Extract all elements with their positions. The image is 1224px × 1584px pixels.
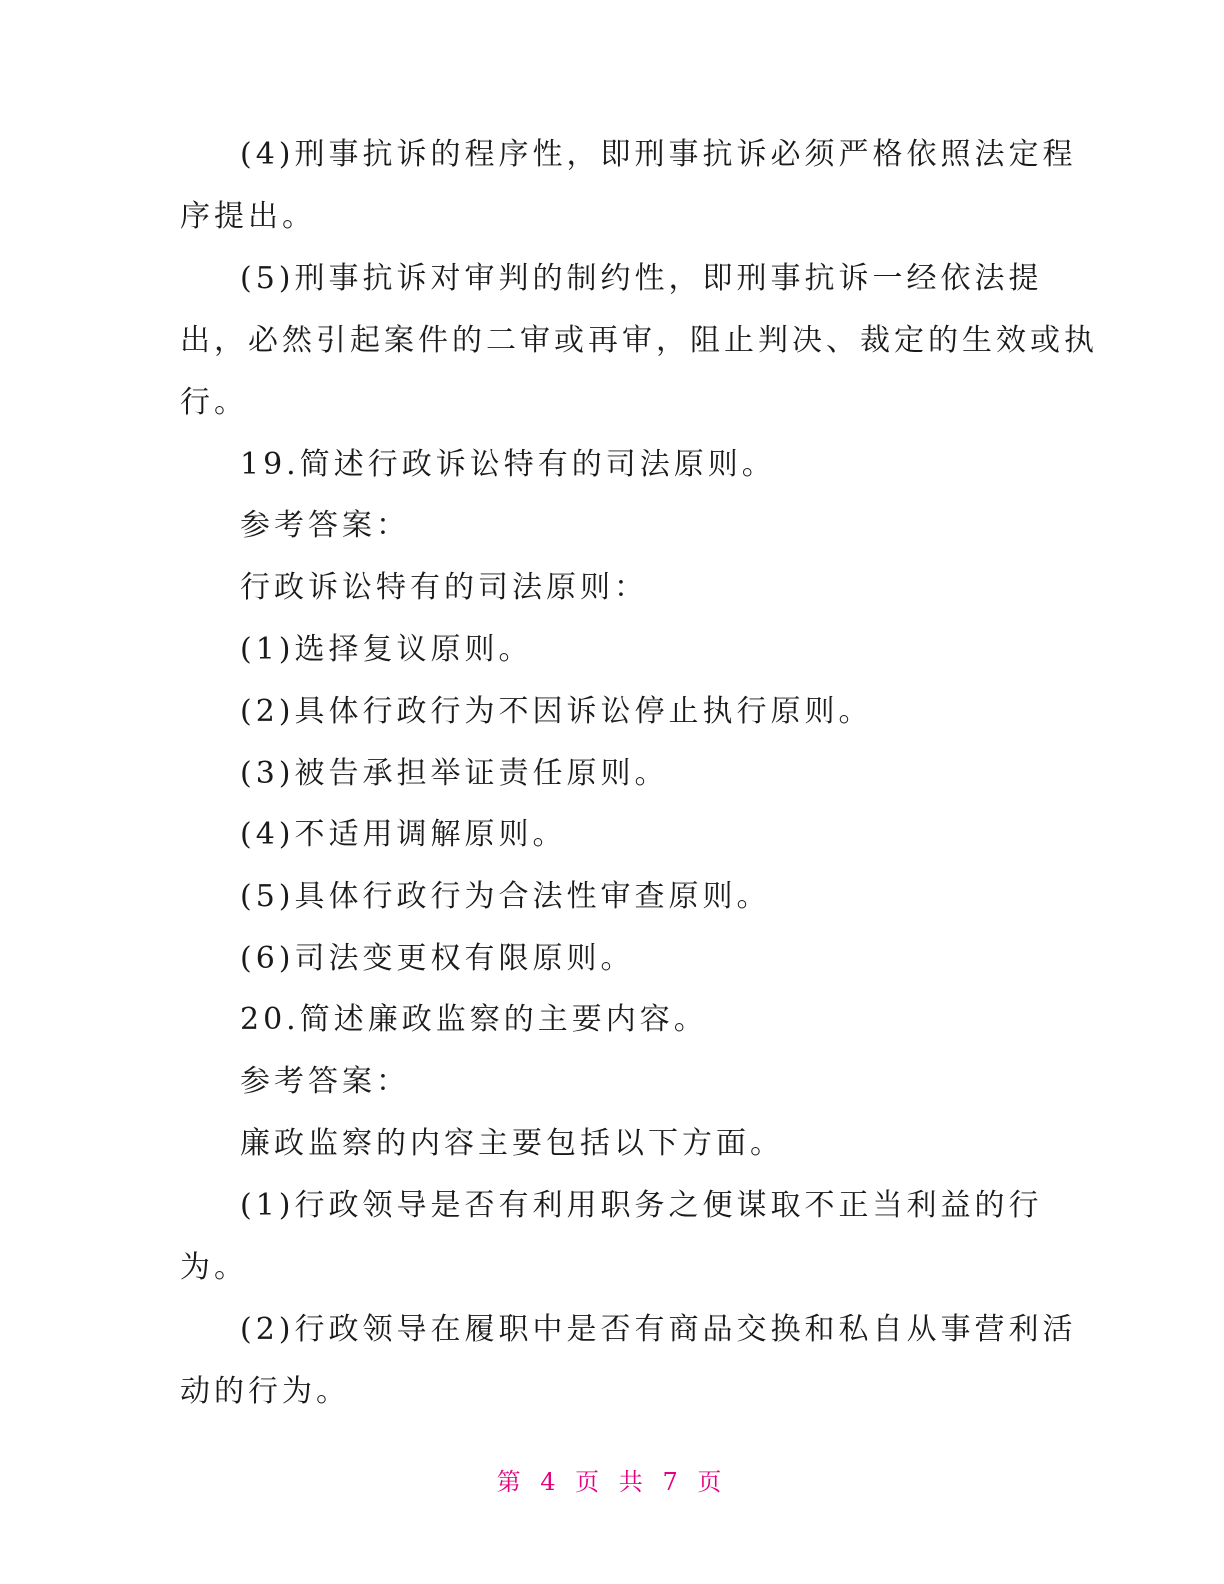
list-item: (4)不适用调解原则。 (240, 817, 567, 852)
paragraph-line: 为。 (180, 1250, 248, 1285)
paragraph-line: 行政诉讼特有的司法原则： (240, 570, 648, 605)
paragraph-line: 动的行为。 (180, 1374, 350, 1409)
paragraph-line: 序提出。 (180, 199, 316, 234)
answer-label: 参考答案： (240, 1064, 410, 1099)
list-item: (2)具体行政行为不因诉讼停止执行原则。 (240, 694, 873, 729)
paragraph-line: (4)刑事抗诉的程序性，即刑事抗诉必须严格依照法定程 (240, 137, 1077, 172)
question-heading: 19.简述行政诉讼特有的司法原则。 (240, 447, 776, 482)
paragraph-line: (5)刑事抗诉对审判的制约性，即刑事抗诉一经依法提 (240, 261, 1043, 296)
answer-label: 参考答案： (240, 508, 410, 543)
list-item: (1)选择复议原则。 (240, 632, 533, 667)
paragraph-line: 行。 (180, 385, 248, 420)
list-item: (5)具体行政行为合法性审查原则。 (240, 879, 771, 914)
question-heading: 20.简述廉政监察的主要内容。 (240, 1002, 708, 1037)
list-item: (1)行政领导是否有利用职务之便谋取不正当利益的行 (240, 1188, 1043, 1223)
list-item: (6)司法变更权有限原则。 (240, 941, 635, 976)
list-item: (3)被告承担举证责任原则。 (240, 756, 669, 791)
page-footer: 第 4 页 共 7 页 (496, 1468, 728, 1496)
list-item: (2)行政领导在履职中是否有商品交换和私自从事营利活 (240, 1312, 1077, 1347)
paragraph-line: 廉政监察的内容主要包括以下方面。 (240, 1126, 784, 1161)
paragraph-line: 出，必然引起案件的二审或再审，阻止判决、裁定的生效或执 (180, 323, 1098, 358)
